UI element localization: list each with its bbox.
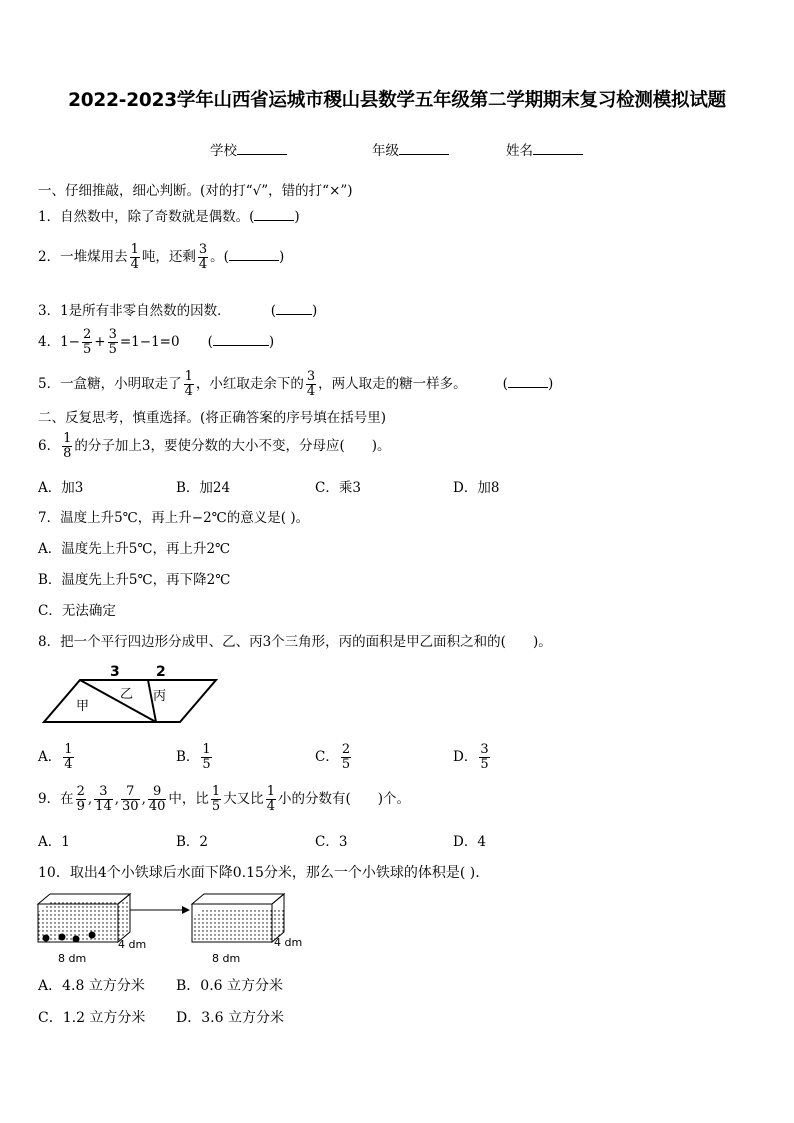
q4-paren-left: (	[207, 334, 213, 350]
section-2-heading: 二、反复思考，慎重选择。(将正确答案的序号填在括号里)	[38, 410, 387, 426]
tank-figure	[30, 890, 310, 966]
q10-option-b[interactable]: B．0.6 立方分米	[176, 978, 284, 994]
fig-label-jia: 甲	[76, 699, 90, 714]
arrow-head-icon	[182, 906, 190, 914]
tank2-depth-label: 4 dm	[274, 936, 303, 949]
q2-answer-blank[interactable]	[229, 246, 279, 261]
q2-fraction-2: $\frac{3}{4}$	[198, 242, 208, 272]
q4-text-b: =1−1=0	[119, 334, 180, 350]
q9-text-c: 大又比	[223, 791, 264, 807]
q9-text-a: 在	[60, 791, 74, 807]
q9-option-d[interactable]: D．4	[453, 834, 486, 850]
q9-option-b[interactable]: B．2	[176, 834, 209, 850]
q1-paren-right: )	[294, 209, 300, 225]
q3-answer-blank[interactable]	[276, 300, 312, 315]
q2-paren-right: )	[278, 249, 285, 265]
q10-option-c[interactable]: C．1.2 立方分米	[38, 1010, 146, 1026]
question-3	[38, 300, 317, 321]
q9-text-d: 小的分数有( )个。	[277, 791, 411, 807]
q6-number: 6．	[38, 438, 61, 454]
q8-option-d[interactable]: D． $\frac{3}{5}$	[453, 742, 489, 772]
q3-paren-right: )	[311, 303, 318, 319]
q8-option-b[interactable]: B． $\frac{1}{5}$	[176, 742, 211, 772]
iron-ball-3	[73, 936, 80, 943]
question-1	[38, 206, 300, 227]
q6-option-d[interactable]: D．加8	[453, 480, 500, 496]
question-10: 10．取出4个小铁球后水面下降0.15分米，那么一个小铁球的体积是( ).	[38, 865, 480, 881]
q8-d-fraction: $\frac{3}{5}$	[480, 742, 489, 772]
grade-label: 年级	[372, 143, 399, 159]
q9-option-a[interactable]: A．1	[38, 834, 70, 850]
q8-c-fraction: $\frac{2}{5}$	[341, 742, 351, 772]
q9-fraction-4: $\frac{9}{40}$	[148, 784, 166, 814]
q4-answer-blank[interactable]	[213, 331, 269, 346]
tank2-width-label: 8 dm	[212, 952, 241, 965]
fig-label-bing: 丙	[153, 689, 167, 704]
q9-fraction-6: $\frac{1}{4}$	[266, 784, 275, 814]
question-5	[38, 370, 553, 399]
school-label: 学校	[210, 143, 237, 159]
name-field[interactable]	[506, 140, 583, 161]
name-label: 姓名	[506, 143, 533, 159]
q4-text-a: 1−	[60, 334, 80, 350]
q1-number: 1．	[38, 209, 61, 225]
tank-after	[192, 894, 302, 965]
q7-option-c[interactable]: C．无法确定	[38, 603, 116, 619]
iron-ball-4	[89, 932, 96, 939]
q4-number: 4．	[38, 334, 61, 350]
q2-text-c: 。(	[210, 249, 229, 265]
q5-paren-left: (	[502, 376, 508, 392]
name-blank[interactable]	[533, 140, 583, 155]
q3-number: 3．	[38, 303, 61, 319]
school-blank[interactable]	[237, 140, 287, 155]
q5-text-a: 一盒糖，小明取走了	[60, 376, 182, 392]
q5-answer-blank[interactable]	[508, 373, 548, 388]
q9-fraction-5: $\frac{1}{5}$	[211, 784, 221, 814]
tank1-depth-label: 4 dm	[118, 938, 147, 951]
q9-number: 9．	[38, 791, 61, 807]
q10-option-d[interactable]: D．3.6 立方分米	[176, 1010, 284, 1026]
iron-ball-1	[43, 935, 50, 942]
question-9: 9．在 $\frac{2}{9}$ , $\frac{3}{14}$ , $\frac{7}{30}$ , $\frac{9}{40}$ 中，比 $\frac{1}{5}$ 大又比 $\frac{1}{4}$ 小的分数有( )个。	[38, 784, 411, 814]
q5-text-c: ，两人取走的糖一样多。	[318, 376, 467, 392]
page-title: 2022-2023学年山西省运城市稷山县数学五年级第二学期期末复习检测模拟试题	[68, 90, 726, 111]
q5-number: 5．	[38, 376, 61, 392]
q5-fraction-1: $\frac{1}{4}$	[184, 369, 193, 399]
q10-option-a[interactable]: A．4.8 立方分米	[38, 978, 145, 994]
question-8: 8．把一个平行四边形分成甲、乙、丙3个三角形，丙的面积是甲乙面积之和的( )。	[38, 634, 552, 650]
q2-number: 2．	[38, 249, 61, 265]
q7-option-b[interactable]: B．温度先上升5℃，再下降2℃	[38, 572, 231, 588]
grade-field[interactable]	[372, 140, 449, 161]
q2-text-a: 一堆煤用去	[60, 249, 128, 265]
q4-paren-right: )	[268, 334, 275, 350]
question-6	[38, 432, 391, 461]
q7-option-a[interactable]: A．温度先上升5℃，再上升2℃	[38, 541, 231, 557]
tank-before	[38, 894, 146, 965]
iron-ball-2	[59, 934, 66, 941]
fig-label-yi: 乙	[120, 687, 134, 702]
q4-fraction-1: $\frac{2}{5}$	[83, 327, 92, 357]
fig-label-3: 3	[110, 664, 120, 680]
q8-b-fraction: $\frac{1}{5}$	[202, 742, 211, 772]
tank1-width-label: 8 dm	[58, 952, 87, 965]
q9-fraction-1: $\frac{2}{9}$	[76, 784, 85, 814]
q4-fraction-2: $\frac{3}{5}$	[108, 327, 117, 357]
question-2	[38, 243, 284, 272]
q1-paren-left: (	[249, 209, 255, 225]
grade-blank[interactable]	[399, 140, 449, 155]
section-1-heading: 一、仔细推敲，细心判断。(对的打“√”，错的打“×”)	[38, 183, 353, 199]
q9-text-b: 中，比	[168, 791, 209, 807]
q6-text: 的分子加上3，要使分数的大小不变，分母应( )。	[74, 438, 391, 454]
q6-option-b[interactable]: B．加24	[176, 480, 231, 496]
q1-text: 自然数中，除了奇数就是偶数。	[60, 209, 250, 225]
q6-fraction: $\frac{1}{8}$	[63, 431, 72, 461]
q9-fraction-2: $\frac{3}{14}$	[95, 784, 112, 814]
q9-fraction-3: $\frac{7}{30}$	[122, 784, 139, 814]
q3-paren-left: (	[270, 303, 276, 319]
q1-answer-blank[interactable]	[254, 206, 294, 221]
question-4	[38, 328, 274, 357]
q6-option-a[interactable]: A．加3	[38, 480, 84, 496]
q9-option-c[interactable]: C．3	[315, 834, 348, 850]
q8-a-fraction: $\frac{1}{4}$	[64, 742, 73, 772]
q5-paren-right: )	[547, 376, 554, 392]
q6-option-c[interactable]: C．乘3	[315, 480, 361, 496]
fig-label-2: 2	[156, 664, 166, 680]
divider-line-1	[80, 680, 156, 722]
q4-plus: +	[94, 334, 106, 350]
q2-text-b: 吨，还剩	[141, 249, 196, 265]
question-7: 7．温度上升5℃，再上升−2℃的意义是( )。	[38, 510, 310, 526]
q5-fraction-2: $\frac{3}{4}$	[306, 369, 316, 399]
q8-option-a[interactable]: A． $\frac{1}{4}$	[38, 742, 73, 772]
q8-option-c[interactable]: C． $\frac{2}{5}$	[315, 742, 351, 772]
q3-text: 1是所有非零自然数的因数．	[60, 303, 231, 319]
parallelogram-figure	[40, 660, 220, 726]
q2-fraction-1: $\frac{1}{4}$	[130, 242, 139, 272]
q5-text-b: ，小红取走余下的	[195, 376, 304, 392]
school-field[interactable]	[210, 140, 287, 161]
